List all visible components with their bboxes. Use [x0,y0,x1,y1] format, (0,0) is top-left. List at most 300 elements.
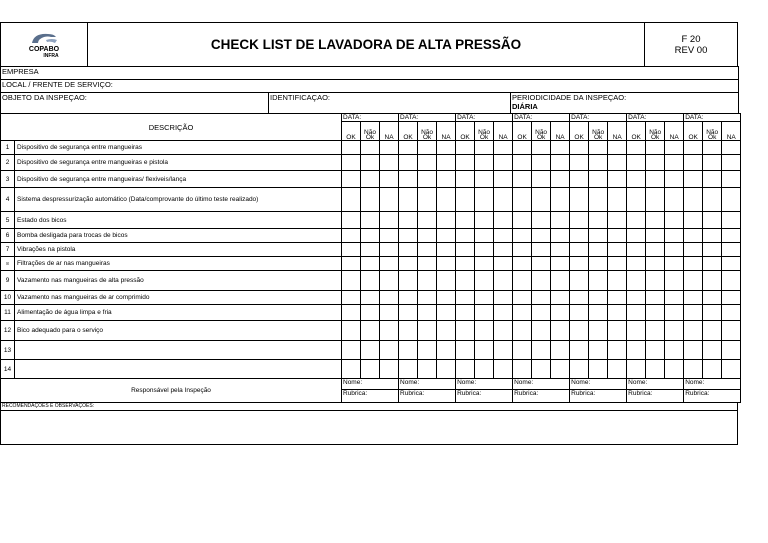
ok-checkbox-cell[interactable] [570,341,589,360]
nao-ok-checkbox-cell[interactable] [532,171,551,188]
na-checkbox-cell[interactable] [665,155,684,171]
ok-checkbox-cell[interactable] [570,243,589,257]
nao-ok-checkbox-cell[interactable] [646,212,665,229]
nao-ok-checkbox-cell[interactable] [361,360,380,379]
nao-ok-checkbox-cell[interactable] [418,141,437,155]
nao-ok-checkbox-cell[interactable] [703,305,722,321]
ok-checkbox-cell[interactable] [399,341,418,360]
na-checkbox-cell[interactable] [608,291,627,305]
date-field[interactable]: DATA: [399,114,456,122]
ok-checkbox-cell[interactable] [342,212,361,229]
nao-ok-checkbox-cell[interactable] [475,257,494,271]
ok-checkbox-cell[interactable] [684,243,703,257]
signature-field[interactable]: Rubrica: [627,390,684,403]
name-field[interactable]: Nome: [513,379,570,390]
na-checkbox-cell[interactable] [437,305,456,321]
nao-ok-checkbox-cell[interactable] [361,229,380,243]
nao-ok-checkbox-cell[interactable] [646,341,665,360]
ok-checkbox-cell[interactable] [684,291,703,305]
ok-checkbox-cell[interactable] [513,341,532,360]
nao-ok-checkbox-cell[interactable] [532,188,551,212]
ok-checkbox-cell[interactable] [627,360,646,379]
nao-ok-checkbox-cell[interactable] [475,271,494,291]
ok-checkbox-cell[interactable] [513,291,532,305]
na-checkbox-cell[interactable] [380,305,399,321]
nao-ok-checkbox-cell[interactable] [703,341,722,360]
na-checkbox-cell[interactable] [551,212,570,229]
signature-field[interactable]: Rubrica: [456,390,513,403]
na-checkbox-cell[interactable] [551,257,570,271]
nao-ok-checkbox-cell[interactable] [475,321,494,341]
ok-checkbox-cell[interactable] [570,321,589,341]
ok-checkbox-cell[interactable] [627,212,646,229]
na-checkbox-cell[interactable] [608,243,627,257]
ok-checkbox-cell[interactable] [456,141,475,155]
name-field[interactable]: Nome: [684,379,741,390]
nao-ok-checkbox-cell[interactable] [703,291,722,305]
nao-ok-checkbox-cell[interactable] [646,305,665,321]
ok-checkbox-cell[interactable] [456,171,475,188]
na-checkbox-cell[interactable] [494,229,513,243]
na-checkbox-cell[interactable] [437,271,456,291]
nao-ok-checkbox-cell[interactable] [589,291,608,305]
na-checkbox-cell[interactable] [551,188,570,212]
ok-checkbox-cell[interactable] [342,341,361,360]
ok-checkbox-cell[interactable] [456,360,475,379]
nao-ok-checkbox-cell[interactable] [418,171,437,188]
na-checkbox-cell[interactable] [551,155,570,171]
name-field[interactable]: Nome: [342,379,399,390]
na-checkbox-cell[interactable] [437,321,456,341]
ok-checkbox-cell[interactable] [342,188,361,212]
ok-checkbox-cell[interactable] [399,291,418,305]
na-checkbox-cell[interactable] [380,171,399,188]
ok-checkbox-cell[interactable] [399,305,418,321]
na-checkbox-cell[interactable] [722,141,741,155]
nao-ok-checkbox-cell[interactable] [361,271,380,291]
na-checkbox-cell[interactable] [551,171,570,188]
ok-checkbox-cell[interactable] [513,243,532,257]
na-checkbox-cell[interactable] [665,271,684,291]
na-checkbox-cell[interactable] [722,291,741,305]
nao-ok-checkbox-cell[interactable] [646,321,665,341]
na-checkbox-cell[interactable] [494,212,513,229]
company-field[interactable]: EMPRESA [1,67,739,80]
ok-checkbox-cell[interactable] [627,257,646,271]
na-checkbox-cell[interactable] [494,243,513,257]
recommendations-field[interactable] [1,411,738,445]
ok-checkbox-cell[interactable] [456,243,475,257]
date-field[interactable]: DATA: [513,114,570,122]
ok-checkbox-cell[interactable] [684,257,703,271]
na-checkbox-cell[interactable] [551,360,570,379]
ok-checkbox-cell[interactable] [342,171,361,188]
nao-ok-checkbox-cell[interactable] [475,243,494,257]
na-checkbox-cell[interactable] [608,360,627,379]
na-checkbox-cell[interactable] [722,212,741,229]
ok-checkbox-cell[interactable] [342,141,361,155]
na-checkbox-cell[interactable] [608,229,627,243]
ok-checkbox-cell[interactable] [684,171,703,188]
signature-field[interactable]: Rubrica: [570,390,627,403]
ok-checkbox-cell[interactable] [627,321,646,341]
na-checkbox-cell[interactable] [494,271,513,291]
nao-ok-checkbox-cell[interactable] [703,141,722,155]
nao-ok-checkbox-cell[interactable] [589,305,608,321]
na-checkbox-cell[interactable] [665,243,684,257]
na-checkbox-cell[interactable] [380,243,399,257]
ok-checkbox-cell[interactable] [342,360,361,379]
nao-ok-checkbox-cell[interactable] [532,271,551,291]
nao-ok-checkbox-cell[interactable] [589,188,608,212]
ok-checkbox-cell[interactable] [627,243,646,257]
name-field[interactable]: Nome: [570,379,627,390]
ok-checkbox-cell[interactable] [399,155,418,171]
ok-checkbox-cell[interactable] [684,360,703,379]
nao-ok-checkbox-cell[interactable] [532,212,551,229]
nao-ok-checkbox-cell[interactable] [361,305,380,321]
nao-ok-checkbox-cell[interactable] [475,171,494,188]
na-checkbox-cell[interactable] [380,291,399,305]
na-checkbox-cell[interactable] [608,257,627,271]
nao-ok-checkbox-cell[interactable] [646,141,665,155]
nao-ok-checkbox-cell[interactable] [361,341,380,360]
ok-checkbox-cell[interactable] [342,257,361,271]
ok-checkbox-cell[interactable] [513,257,532,271]
ok-checkbox-cell[interactable] [513,141,532,155]
na-checkbox-cell[interactable] [551,341,570,360]
ok-checkbox-cell[interactable] [342,305,361,321]
ok-checkbox-cell[interactable] [684,212,703,229]
nao-ok-checkbox-cell[interactable] [589,212,608,229]
nao-ok-checkbox-cell[interactable] [703,321,722,341]
na-checkbox-cell[interactable] [608,271,627,291]
date-field[interactable]: DATA: [456,114,513,122]
nao-ok-checkbox-cell[interactable] [589,360,608,379]
nao-ok-checkbox-cell[interactable] [418,271,437,291]
ok-checkbox-cell[interactable] [570,271,589,291]
ok-checkbox-cell[interactable] [399,188,418,212]
nao-ok-checkbox-cell[interactable] [646,171,665,188]
na-checkbox-cell[interactable] [494,305,513,321]
na-checkbox-cell[interactable] [608,305,627,321]
ok-checkbox-cell[interactable] [399,141,418,155]
nao-ok-checkbox-cell[interactable] [418,243,437,257]
ok-checkbox-cell[interactable] [399,360,418,379]
nao-ok-checkbox-cell[interactable] [532,257,551,271]
na-checkbox-cell[interactable] [380,257,399,271]
ok-checkbox-cell[interactable] [513,188,532,212]
location-field[interactable]: LOCAL / FRENTE DE SERVIÇO: [1,80,739,93]
na-checkbox-cell[interactable] [551,291,570,305]
na-checkbox-cell[interactable] [665,291,684,305]
ok-checkbox-cell[interactable] [570,155,589,171]
na-checkbox-cell[interactable] [494,291,513,305]
ok-checkbox-cell[interactable] [627,171,646,188]
nao-ok-checkbox-cell[interactable] [589,229,608,243]
ok-checkbox-cell[interactable] [684,141,703,155]
nao-ok-checkbox-cell[interactable] [532,321,551,341]
nao-ok-checkbox-cell[interactable] [646,360,665,379]
ok-checkbox-cell[interactable] [399,243,418,257]
nao-ok-checkbox-cell[interactable] [589,243,608,257]
ok-checkbox-cell[interactable] [570,360,589,379]
na-checkbox-cell[interactable] [551,321,570,341]
nao-ok-checkbox-cell[interactable] [361,188,380,212]
nao-ok-checkbox-cell[interactable] [475,212,494,229]
na-checkbox-cell[interactable] [437,257,456,271]
na-checkbox-cell[interactable] [494,171,513,188]
na-checkbox-cell[interactable] [551,305,570,321]
na-checkbox-cell[interactable] [608,155,627,171]
na-checkbox-cell[interactable] [722,271,741,291]
nao-ok-checkbox-cell[interactable] [646,188,665,212]
ok-checkbox-cell[interactable] [513,271,532,291]
ok-checkbox-cell[interactable] [399,257,418,271]
nao-ok-checkbox-cell[interactable] [475,360,494,379]
nao-ok-checkbox-cell[interactable] [418,212,437,229]
identification-field[interactable]: IDENTIFICAÇAO: [269,93,511,114]
nao-ok-checkbox-cell[interactable] [589,171,608,188]
nao-ok-checkbox-cell[interactable] [646,243,665,257]
ok-checkbox-cell[interactable] [570,188,589,212]
nao-ok-checkbox-cell[interactable] [361,243,380,257]
nao-ok-checkbox-cell[interactable] [418,305,437,321]
na-checkbox-cell[interactable] [665,171,684,188]
signature-field[interactable]: Rubrica: [342,390,399,403]
nao-ok-checkbox-cell[interactable] [475,305,494,321]
na-checkbox-cell[interactable] [494,141,513,155]
ok-checkbox-cell[interactable] [627,305,646,321]
ok-checkbox-cell[interactable] [399,229,418,243]
na-checkbox-cell[interactable] [722,188,741,212]
signature-field[interactable]: Rubrica: [684,390,741,403]
nao-ok-checkbox-cell[interactable] [361,291,380,305]
na-checkbox-cell[interactable] [665,341,684,360]
nao-ok-checkbox-cell[interactable] [532,141,551,155]
ok-checkbox-cell[interactable] [684,341,703,360]
na-checkbox-cell[interactable] [380,188,399,212]
na-checkbox-cell[interactable] [494,341,513,360]
ok-checkbox-cell[interactable] [627,291,646,305]
date-field[interactable]: DATA: [342,114,399,122]
nao-ok-checkbox-cell[interactable] [418,188,437,212]
ok-checkbox-cell[interactable] [570,171,589,188]
ok-checkbox-cell[interactable] [399,271,418,291]
na-checkbox-cell[interactable] [665,257,684,271]
nao-ok-checkbox-cell[interactable] [418,257,437,271]
ok-checkbox-cell[interactable] [342,291,361,305]
name-field[interactable]: Nome: [627,379,684,390]
nao-ok-checkbox-cell[interactable] [589,155,608,171]
nao-ok-checkbox-cell[interactable] [646,229,665,243]
ok-checkbox-cell[interactable] [570,291,589,305]
na-checkbox-cell[interactable] [494,360,513,379]
nao-ok-checkbox-cell[interactable] [361,155,380,171]
nao-ok-checkbox-cell[interactable] [532,229,551,243]
na-checkbox-cell[interactable] [665,305,684,321]
nao-ok-checkbox-cell[interactable] [475,341,494,360]
ok-checkbox-cell[interactable] [627,229,646,243]
nao-ok-checkbox-cell[interactable] [532,243,551,257]
na-checkbox-cell[interactable] [665,360,684,379]
nao-ok-checkbox-cell[interactable] [532,155,551,171]
na-checkbox-cell[interactable] [608,321,627,341]
nao-ok-checkbox-cell[interactable] [703,212,722,229]
nao-ok-checkbox-cell[interactable] [418,360,437,379]
nao-ok-checkbox-cell[interactable] [703,257,722,271]
ok-checkbox-cell[interactable] [627,155,646,171]
na-checkbox-cell[interactable] [551,141,570,155]
na-checkbox-cell[interactable] [494,321,513,341]
nao-ok-checkbox-cell[interactable] [589,141,608,155]
na-checkbox-cell[interactable] [494,155,513,171]
ok-checkbox-cell[interactable] [456,291,475,305]
ok-checkbox-cell[interactable] [456,321,475,341]
ok-checkbox-cell[interactable] [570,229,589,243]
na-checkbox-cell[interactable] [380,141,399,155]
na-checkbox-cell[interactable] [380,341,399,360]
nao-ok-checkbox-cell[interactable] [532,305,551,321]
nao-ok-checkbox-cell[interactable] [475,155,494,171]
nao-ok-checkbox-cell[interactable] [589,321,608,341]
na-checkbox-cell[interactable] [437,229,456,243]
ok-checkbox-cell[interactable] [570,141,589,155]
nao-ok-checkbox-cell[interactable] [703,271,722,291]
nao-ok-checkbox-cell[interactable] [646,291,665,305]
nao-ok-checkbox-cell[interactable] [646,155,665,171]
na-checkbox-cell[interactable] [551,243,570,257]
nao-ok-checkbox-cell[interactable] [418,155,437,171]
na-checkbox-cell[interactable] [551,271,570,291]
nao-ok-checkbox-cell[interactable] [703,229,722,243]
na-checkbox-cell[interactable] [665,321,684,341]
date-field[interactable]: DATA: [684,114,741,122]
na-checkbox-cell[interactable] [437,141,456,155]
na-checkbox-cell[interactable] [437,171,456,188]
ok-checkbox-cell[interactable] [399,321,418,341]
na-checkbox-cell[interactable] [665,188,684,212]
nao-ok-checkbox-cell[interactable] [589,341,608,360]
ok-checkbox-cell[interactable] [513,321,532,341]
nao-ok-checkbox-cell[interactable] [475,141,494,155]
na-checkbox-cell[interactable] [437,212,456,229]
na-checkbox-cell[interactable] [722,321,741,341]
ok-checkbox-cell[interactable] [456,155,475,171]
na-checkbox-cell[interactable] [665,229,684,243]
nao-ok-checkbox-cell[interactable] [532,341,551,360]
name-field[interactable]: Nome: [399,379,456,390]
na-checkbox-cell[interactable] [380,321,399,341]
na-checkbox-cell[interactable] [722,305,741,321]
nao-ok-checkbox-cell[interactable] [646,271,665,291]
nao-ok-checkbox-cell[interactable] [703,360,722,379]
date-field[interactable]: DATA: [627,114,684,122]
ok-checkbox-cell[interactable] [456,188,475,212]
nao-ok-checkbox-cell[interactable] [418,229,437,243]
ok-checkbox-cell[interactable] [570,212,589,229]
nao-ok-checkbox-cell[interactable] [475,229,494,243]
na-checkbox-cell[interactable] [494,188,513,212]
nao-ok-checkbox-cell[interactable] [589,271,608,291]
na-checkbox-cell[interactable] [437,188,456,212]
inspection-object-field[interactable]: OBJETO DA INSPEÇAO: [1,93,269,114]
ok-checkbox-cell[interactable] [513,212,532,229]
ok-checkbox-cell[interactable] [399,212,418,229]
na-checkbox-cell[interactable] [722,341,741,360]
ok-checkbox-cell[interactable] [342,155,361,171]
ok-checkbox-cell[interactable] [342,243,361,257]
nao-ok-checkbox-cell[interactable] [361,141,380,155]
nao-ok-checkbox-cell[interactable] [475,291,494,305]
ok-checkbox-cell[interactable] [513,171,532,188]
na-checkbox-cell[interactable] [437,243,456,257]
na-checkbox-cell[interactable] [437,341,456,360]
ok-checkbox-cell[interactable] [342,321,361,341]
na-checkbox-cell[interactable] [722,155,741,171]
ok-checkbox-cell[interactable] [627,271,646,291]
ok-checkbox-cell[interactable] [684,305,703,321]
nao-ok-checkbox-cell[interactable] [703,188,722,212]
nao-ok-checkbox-cell[interactable] [646,257,665,271]
nao-ok-checkbox-cell[interactable] [361,257,380,271]
na-checkbox-cell[interactable] [380,360,399,379]
ok-checkbox-cell[interactable] [570,257,589,271]
ok-checkbox-cell[interactable] [456,229,475,243]
ok-checkbox-cell[interactable] [456,212,475,229]
ok-checkbox-cell[interactable] [570,305,589,321]
nao-ok-checkbox-cell[interactable] [418,291,437,305]
ok-checkbox-cell[interactable] [684,321,703,341]
nao-ok-checkbox-cell[interactable] [361,212,380,229]
ok-checkbox-cell[interactable] [684,155,703,171]
date-field[interactable]: DATA: [570,114,627,122]
na-checkbox-cell[interactable] [437,155,456,171]
nao-ok-checkbox-cell[interactable] [703,155,722,171]
ok-checkbox-cell[interactable] [456,341,475,360]
ok-checkbox-cell[interactable] [399,171,418,188]
ok-checkbox-cell[interactable] [513,360,532,379]
nao-ok-checkbox-cell[interactable] [418,321,437,341]
na-checkbox-cell[interactable] [722,243,741,257]
na-checkbox-cell[interactable] [608,188,627,212]
ok-checkbox-cell[interactable] [456,305,475,321]
na-checkbox-cell[interactable] [551,229,570,243]
nao-ok-checkbox-cell[interactable] [589,257,608,271]
na-checkbox-cell[interactable] [665,141,684,155]
nao-ok-checkbox-cell[interactable] [418,341,437,360]
ok-checkbox-cell[interactable] [342,229,361,243]
ok-checkbox-cell[interactable] [684,229,703,243]
na-checkbox-cell[interactable] [380,212,399,229]
na-checkbox-cell[interactable] [380,229,399,243]
name-field[interactable]: Nome: [456,379,513,390]
na-checkbox-cell[interactable] [608,212,627,229]
na-checkbox-cell[interactable] [437,291,456,305]
na-checkbox-cell[interactable] [722,229,741,243]
na-checkbox-cell[interactable] [437,360,456,379]
ok-checkbox-cell[interactable] [627,188,646,212]
ok-checkbox-cell[interactable] [513,155,532,171]
ok-checkbox-cell[interactable] [456,271,475,291]
na-checkbox-cell[interactable] [608,171,627,188]
signature-field[interactable]: Rubrica: [513,390,570,403]
nao-ok-checkbox-cell[interactable] [361,171,380,188]
nao-ok-checkbox-cell[interactable] [475,188,494,212]
na-checkbox-cell[interactable] [665,212,684,229]
nao-ok-checkbox-cell[interactable] [703,171,722,188]
ok-checkbox-cell[interactable] [627,141,646,155]
